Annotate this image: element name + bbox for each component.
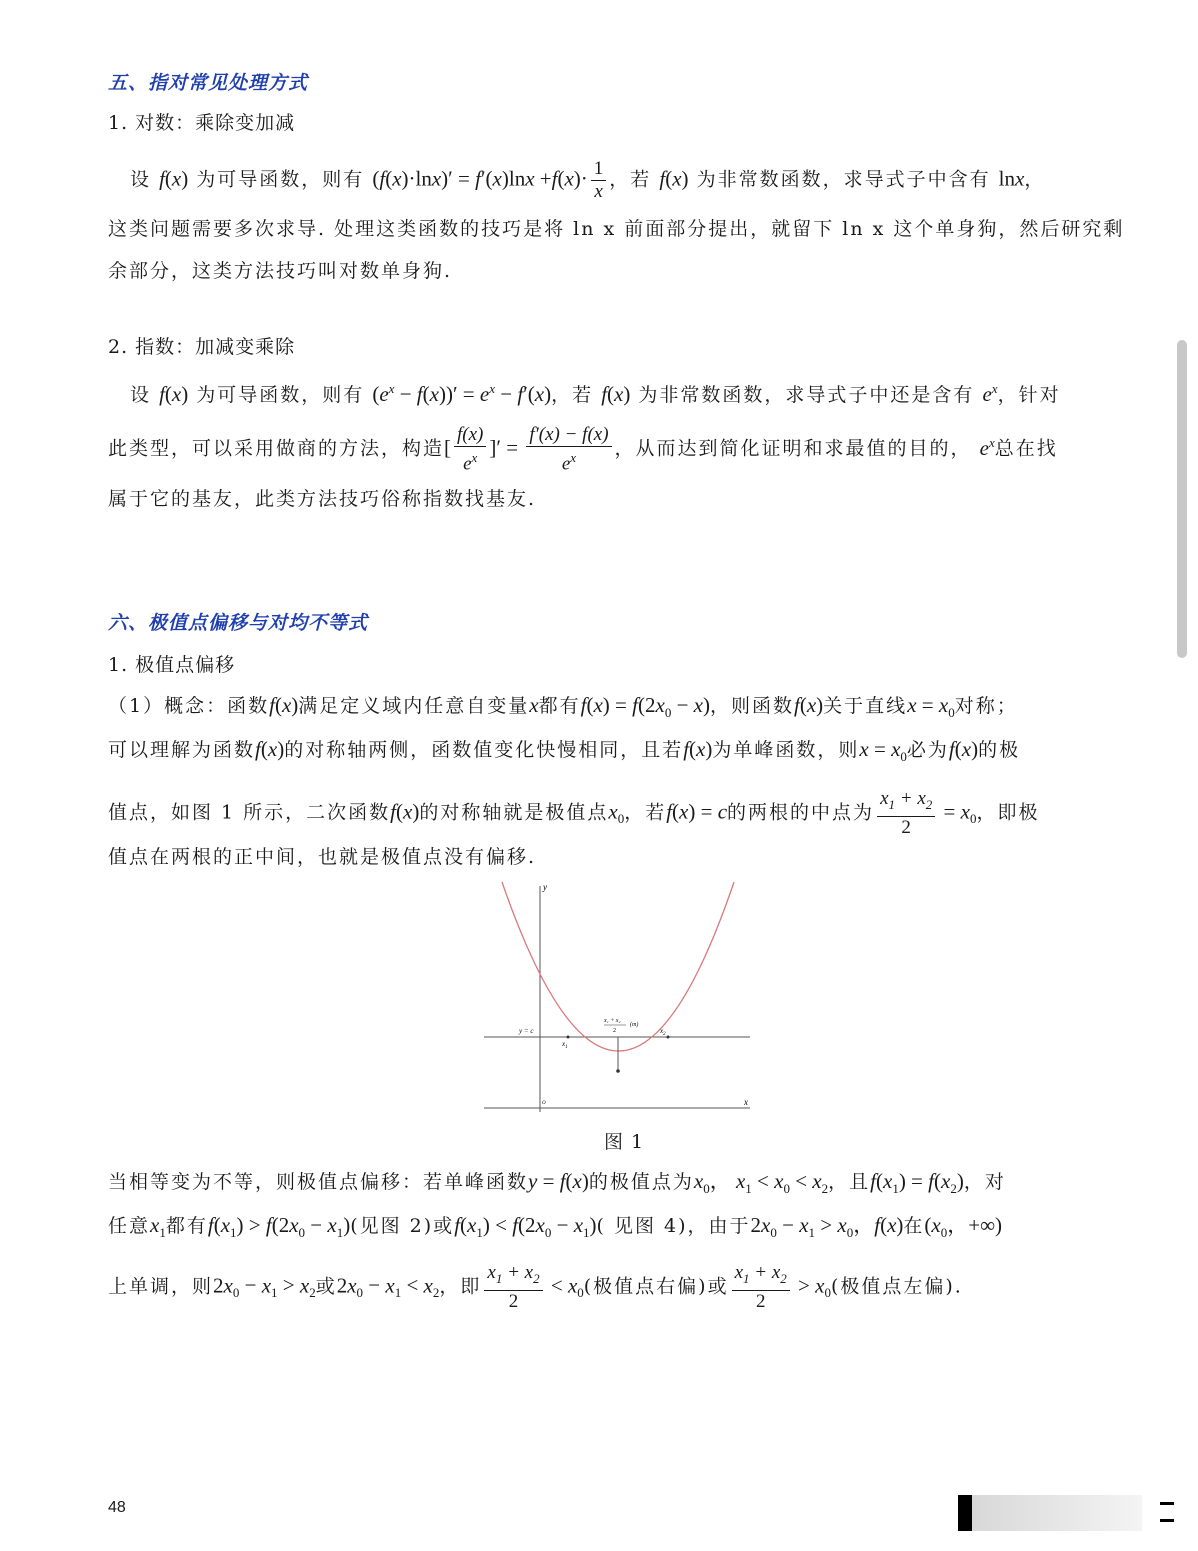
paragraph-log-line-2: 这类问题需要多次求导. 处理这类函数的技巧是将 ln x 前面部分提出，就留下 ln x 这个单身狗，然后研究剩 xyxy=(108,218,1125,240)
vertex-point xyxy=(616,1069,620,1073)
paragraph-exp-line-3: 属于它的基友，此类方法技巧俗称指数找基友. xyxy=(108,488,537,510)
fraction-midpoint-left: $\frac{x_1 + x_2}{2}$ xyxy=(732,1262,790,1313)
concept-line-4: 值点在两根的正中间，也就是极值点没有偏移. xyxy=(108,846,537,868)
section-6-heading: 六、极值点偏移与对均不等式 xyxy=(108,612,369,634)
vertical-scrollbar-thumb[interactable] xyxy=(1177,340,1187,658)
toolbar-bar-icon xyxy=(958,1495,972,1531)
midpoint-numerator: x₁ + x₂ xyxy=(604,1018,621,1024)
fraction-midpoint: $\frac{x_1 + x_2}{2}$ xyxy=(877,788,935,839)
fraction-derivative-quotient: $\frac{f'(x) - f(x)}{e^x}$ xyxy=(526,424,611,475)
y-equals-c-label: y = c xyxy=(519,1027,534,1035)
y-axis-label: y xyxy=(543,882,547,892)
parabola-curve xyxy=(502,882,734,1051)
origin-label: O xyxy=(542,1101,546,1106)
figure-1-parabola xyxy=(484,880,752,1116)
x1-label: $x_1$ xyxy=(562,1040,568,1050)
root-x1-point xyxy=(567,1036,570,1039)
offset-line-3: 上单调，则$2x_0 - x_1 > x_2$或$2x_0 - x_1 < x_2$，即 $\frac{x_1 + x_2}{2}$ < $x_0$(极值点右偏)或 $\frac{x_1 + x_2}{2}$ > $x_0$(极值点左偏). xyxy=(108,1262,963,1312)
page-number: 48 xyxy=(108,1499,126,1516)
concept-line-1: （1）概念：函数f(x)满足定义域内任意自变量x都有$f(x) = f(2x_0 - x)$，则函数f(x)关于直线$x = x_0$对称； xyxy=(108,693,1018,721)
x2-label: $x_2$ xyxy=(660,1027,666,1037)
offset-line-1: 当相等变为不等，则极值点偏移：若单峰函数y = f(x)的极值点为$x_0$， $x_1 < x_0 < x_2$，且$f(x_1) = f(x_2)$，对 xyxy=(108,1169,1006,1197)
concept-line-2: 可以理解为函数f(x)的对称轴两侧，函数值变化快慢相同，且若f(x)为单峰函数，则$x = x_0$必为f(x)的极 xyxy=(108,737,1021,765)
section-6-item-1-title: 1. 极值点偏移 xyxy=(108,654,236,676)
midpoint-denominator: 2 xyxy=(613,1028,616,1034)
toolbar-fade xyxy=(972,1495,1142,1531)
x-axis-label: x xyxy=(744,1097,748,1107)
concept-line-3: 值点，如图 1 所示，二次函数f(x)的对称轴就是极值点$x_0$，若f(x) = c的两根的中点为 $\frac{x_1 + x_2}{2}$ = $x_0$，即极 xyxy=(108,788,1040,838)
fraction-midpoint-right: $\frac{x_1 + x_2}{2}$ xyxy=(484,1262,542,1313)
menu-icon[interactable] xyxy=(1160,1502,1174,1522)
paragraph-exp-line-1: 设 f(x) 为可导函数，则有 $(e^x - f(x))' = e^x - f'(x)$，若 f(x) 为非常数函数，求导式子中还是含有 $e^x$，针对 xyxy=(130,381,1061,406)
section-5-item-1-title: 1. 对数：乘除变加减 xyxy=(108,112,296,134)
paragraph-log-line-3: 余部分，这类方法技巧叫对数单身狗. xyxy=(108,260,453,282)
section-5-item-2-title: 2. 指数：加减变乘除 xyxy=(108,336,296,358)
paragraph-exp-line-2: 此类型，可以采用做商的方法，构造[ $\frac{f(x)}{e^x}$ ]′ = $\frac{f'(x) - f(x)}{e^x}$ ，从而达到简化证明和求最值的目的， $e^x$总在找 xyxy=(108,424,1058,475)
root-x2-point xyxy=(667,1036,670,1039)
paragraph-log-line-1: 设 f(x) 为可导函数，则有 (f(x)·lnx)′ = f′(x)lnx +f(x)· $\frac{1}{x}$ ，若 f(x) 为非常数函数，求导式子中含有 lnx， xyxy=(130,158,1046,202)
section-5-heading: 五、指对常见处理方式 xyxy=(108,72,309,94)
offset-line-2: 任意$x_1$都有$f(x_1) > f(2x_0 - x_1)$(见图 2)或$f(x_1) < f(2x_0 - x_1)$( 见图 4)，由于$2x_0 - x_1 > x_0$，f(x)在($x_0$，+∞) xyxy=(108,1213,1003,1241)
midpoint-m-label: (m) xyxy=(630,1022,639,1028)
figure-1-caption: 图 1 xyxy=(604,1131,645,1153)
fraction-one-over-x: $\frac{1}{x}$ xyxy=(591,158,607,203)
fraction-f-over-ex: $\frac{f(x)}{e^x}$ xyxy=(454,424,486,475)
